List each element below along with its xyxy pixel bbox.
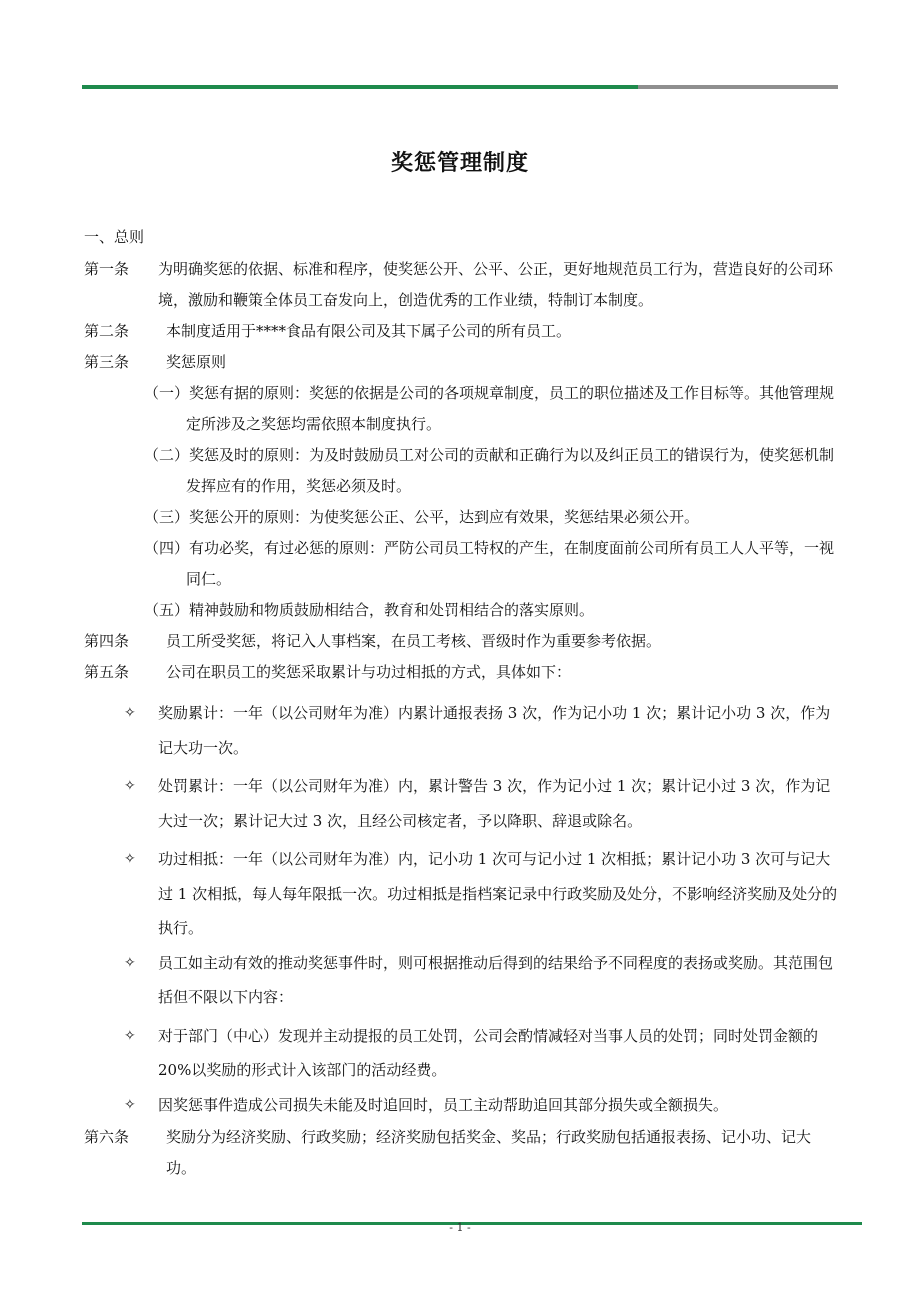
article-text: 奖惩原则: [166, 353, 227, 371]
diamond-bullet-icon: ✧: [124, 1096, 136, 1113]
list-item-text: 奖励累计：一年（以公司财年为准）内累计通报表扬 3 次，作为记小功 1 次；累计记小功 3 次，作为记大功一次。: [158, 704, 831, 757]
article-number: 第六条: [84, 1128, 130, 1146]
article-number: 第二条: [84, 322, 130, 340]
document-body: [84, 224, 838, 1184]
principle-item: （一）奖惩有据的原则：奖惩的依据是公司的各项规章制度，员工的职位描述及工作目标等。其他管理规定所涉及之奖惩均需依照本制度执行。: [144, 384, 835, 433]
principle-item: （三）奖惩公开的原则：为使奖惩公正、公平，达到应有效果，奖惩结果必须公开。: [144, 508, 700, 526]
section-heading: 一、总则: [84, 228, 145, 246]
header-rule: [82, 85, 838, 89]
principle-item: （五）精神鼓励和物质鼓励相结合，教育和处罚相结合的落实原则。: [144, 601, 595, 619]
list-item: [84, 769, 838, 838]
list-item: [84, 1019, 838, 1088]
article-1: [84, 254, 838, 316]
article-5: [84, 657, 838, 688]
article-2: [84, 316, 838, 347]
article-text: 公司在职员工的奖惩采取累计与功过相抵的方式，具体如下：: [166, 663, 572, 681]
article-number: 第五条: [84, 663, 130, 681]
list-item: [84, 1088, 838, 1123]
page-number: - 1 -: [449, 1221, 471, 1234]
list-item-text: 功过相抵：一年（以公司财年为准）内，记小功 1 次可与记小过 1 次相抵；累计记小功 3 次可与记大过 1 次相抵，每人每年限抵一次。功过相抵是指档案记录中行政奖励及处分，不影响经济奖励及处分的执行。: [158, 850, 838, 937]
list-item-text: 因奖惩事件造成公司损失未能及时追回时，员工主动帮助追回其部分损失或全额损失。: [158, 1095, 729, 1114]
article-text: 本制度适用于****食品有限公司及其下属子公司的所有员工。: [166, 322, 572, 340]
list-item-text: 对于部门（中心）发现并主动提报的员工处罚，公司会酌情减轻对当事人员的处罚；同时处罚金额的 20%以奖励的形式计入该部门的活动经费。: [158, 1026, 819, 1079]
article-text: 奖励分为经济奖励、行政奖励；经济奖励包括奖金、奖品；行政奖励包括通报表扬、记小功、记大功。: [166, 1128, 812, 1177]
header-rule-gray: [638, 85, 838, 89]
list-item: [84, 946, 838, 1015]
diamond-bullet-icon: ✧: [124, 705, 136, 721]
list-item: [84, 696, 838, 765]
diamond-bullet-icon: ✧: [124, 954, 136, 971]
article-text: 为明确奖惩的依据、标准和程序，使奖惩公开、公平、公正，更好地规范员工行为，营造良好的公司环境，激励和鞭策全体员工奋发向上，创造优秀的工作业绩，特制订本制度。: [158, 260, 834, 309]
list-item: [84, 842, 838, 946]
article-4: [84, 626, 838, 657]
article-3: [84, 347, 838, 378]
article-number: 第三条: [84, 353, 130, 371]
article-6: [84, 1122, 838, 1184]
principle-item: （二）奖惩及时的原则：为及时鼓励员工对公司的贡献和正确行为以及纠正员工的错误行为，使奖惩机制发挥应有的作用，奖惩必须及时。: [144, 446, 835, 495]
diamond-bullet-icon: ✧: [124, 778, 136, 794]
article-number: 第四条: [84, 632, 130, 650]
list-item-text: 处罚累计：一年（以公司财年为准）内，累计警告 3 次，作为记小过 1 次；累计记小过 3 次，作为记大过一次；累计记大过 3 次，且经公司核定者，予以降职、辞退或除名。: [158, 777, 831, 830]
bullet-list: [84, 696, 838, 1122]
diamond-bullet-icon: ✧: [124, 851, 136, 867]
article-text: 员工所受奖惩，将记入人事档案，在员工考核、晋级时作为重要参考依据。: [166, 632, 662, 650]
principle-item: （四）有功必奖，有过必惩的原则：严防公司员工特权的产生，在制度面前公司所有员工人人平等，一视同仁。: [144, 539, 835, 588]
document-title: 奖惩管理制度: [390, 151, 529, 176]
list-item-text: 员工如主动有效的推动奖惩事件时，则可根据推动后得到的结果给予不同程度的表扬或奖励。其范围包括但不限以下内容：: [158, 953, 834, 1006]
header-rule-green: [82, 85, 638, 89]
article-number: 第一条: [84, 260, 130, 278]
diamond-bullet-icon: ✧: [124, 1027, 136, 1044]
